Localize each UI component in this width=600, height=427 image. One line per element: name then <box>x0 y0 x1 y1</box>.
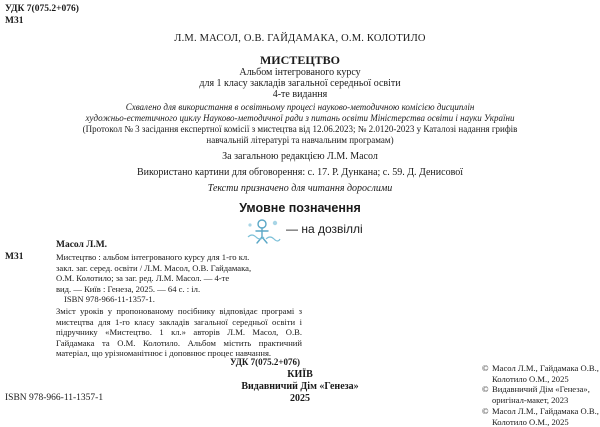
catalog-isbn: ISBN 978-966-11-1357-1. <box>64 294 155 305</box>
legend-text: — на дозвіллі <box>286 222 363 236</box>
catalog-abstract: Зміст уроків у пропонованому посібнику відповідає програмі з мистецтва для 1-го класу закладів загальної середньої освіти і підручнику «Мистецтво. 1 кл.» авторів Л.М. Масол, О.В. Гайдамака та О.М. Колотило. Альбом містить практичний матеріал, що урізноманітнює і доповнює процес навчання. <box>56 306 302 359</box>
leisure-icon <box>245 217 281 245</box>
footer-isbn: ISBN 978-966-11-1357-1 <box>5 393 104 403</box>
book-title: МИСТЕЦТВО <box>259 53 340 67</box>
udk-top: УДК 7(075.2+076) <box>5 4 79 14</box>
approval-line1: Схвалено для використання в освітньому процесі науково-методичною комісією дисциплін <box>125 102 475 112</box>
catalog-desc-line1: Мистецтво : альбом інтегрованого курсу для 1-го кл. <box>56 252 250 262</box>
authors: Л.М. МАСОЛ, О.В. ГАЙДАМАКА, О.М. КОЛОТИЛО <box>174 33 426 44</box>
catalog-udk: УДК 7(075.2+076) <box>230 357 301 367</box>
editor-line: За загальною редакцією Л.М. Масол <box>222 151 378 162</box>
catalog-desc-line4: вид. — Київ : Генеза, 2025. — 64 с. : іл. <box>56 283 201 294</box>
footer-city: КИЇВ <box>287 369 313 380</box>
copyright-line: © Видавничий Дім «Генеза», <box>482 384 590 395</box>
copyright-line: Колотило О.М., 2025 <box>492 373 569 384</box>
approval-line2: художньо-естетичного циклу Науково-методичної ради з питань освіти Міністерства освіти і науки України <box>85 113 515 123</box>
copyright-line: Колотило О.М., 2025 <box>492 416 569 427</box>
catalog-code: М31 <box>5 252 24 262</box>
copyright-line: © Масол Л.М., Гайдамака О.В., <box>482 363 599 373</box>
footer-publisher: Видавничий Дім «Генеза» <box>241 381 359 392</box>
edition: 4-те видання <box>272 89 328 100</box>
approval-line3: (Протокол № 3 засідання експертної комісії з мистецтва від 12.06.2023; № 2.0120-2023 у Каталозі надання грифів <box>82 124 518 134</box>
copyright-line: © Масол Л.М., Гайдамака О.В., <box>482 405 599 416</box>
catalog-desc-line3: О.М. Колотило; за заг. ред. Л.М. Масол. — 4-те <box>56 273 230 284</box>
pictures-line: Використано картини для обговорення: с. 17. Р. Дункана; с. 59. Д. Денисової <box>136 167 464 178</box>
catalog-author: Масол Л.М. <box>56 240 108 250</box>
subtitle-line2: для 1 класу закладів загальної середньої освіти <box>199 78 401 89</box>
catalog-description <box>56 252 251 305</box>
catalog-desc-line2: закл. заг. серед. освіти / Л.М. Масол, О.В. Гайдамака, <box>56 262 252 273</box>
legend-title: Умовне позначення <box>239 201 361 215</box>
approval-line4: навчальній літературі та навчальним програмам) <box>206 135 394 145</box>
copyright-line: оригінал-макет, 2023 <box>492 395 569 406</box>
adults-line: Тексти призначено для читання дорослими <box>207 183 393 194</box>
subtitle-line1: Альбом інтегрованого курсу <box>239 67 361 78</box>
footer-year: 2025 <box>290 393 310 404</box>
code-top: М31 <box>5 16 24 26</box>
copyright-block <box>482 363 600 427</box>
